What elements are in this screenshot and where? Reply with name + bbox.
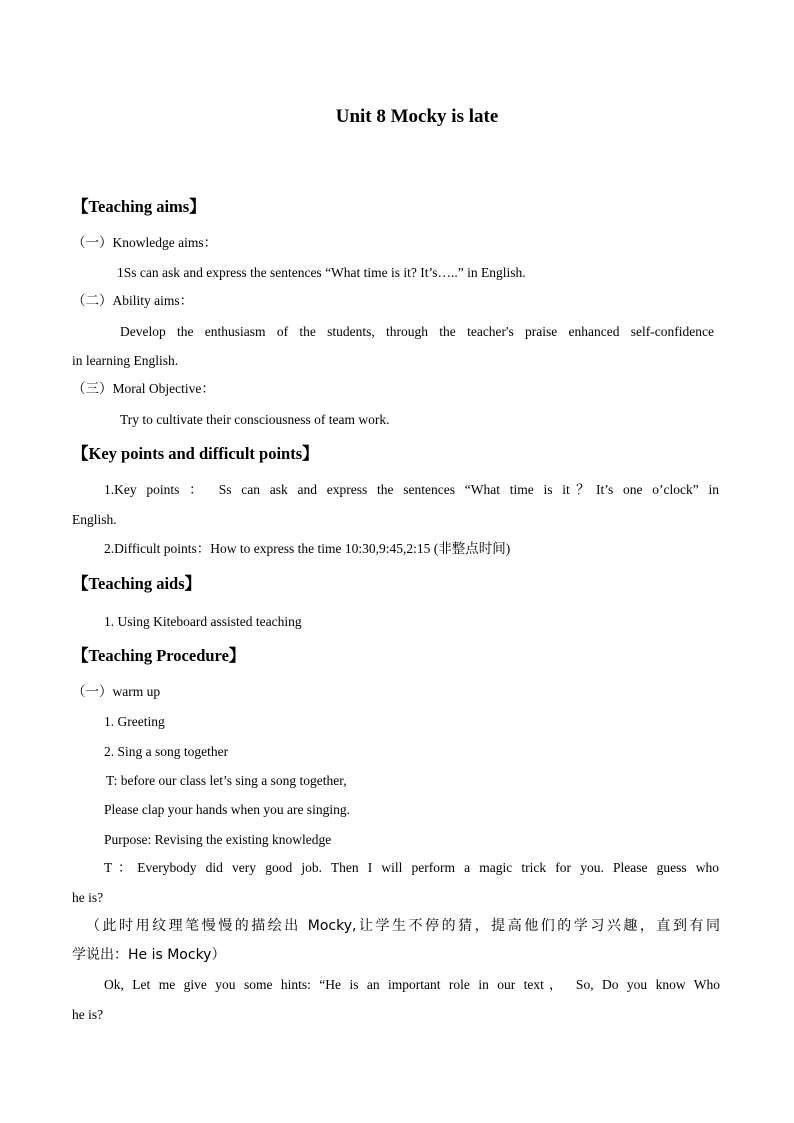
knowledge-aims-text: 1Ss can ask and express the sentences “What time is it? It’s…..” in English. [117,265,526,280]
page-title: Unit 8 Mocky is late [335,106,499,127]
key-points-line-1: 1.Key points ： Ss can ask and express the sentences “What time is it？It’s one o’clock” in [104,482,719,497]
teaching-aims-heading: 【Teaching aims】 [72,197,206,216]
sing-step: 2. Sing a song together [104,744,229,759]
teacher-line-sing: T: before our class let’s sing a song together, [106,773,347,788]
teacher-line-magic-1: T：Everybody did very good job. Then I will perform a magic trick for you. Please guess who [104,860,719,875]
purpose-line: Purpose: Revising the existing knowledge [104,832,332,847]
knowledge-aims-label: （一）Knowledge aims： [72,235,218,250]
chinese-note-line-2: 学说出：He is Mocky） [72,947,226,963]
greeting-step: 1. Greeting [104,714,165,729]
clap-line: Please clap your hands when you are singing. [104,802,350,817]
hints-line-1: Ok, Let me give you some hints: “He is an important role in our text， So, Do you know Who [104,977,720,992]
moral-objective-text: Try to cultivate their consciousness of team work. [120,412,390,427]
teaching-aids-item-1: 1. Using Kiteboard assisted teaching [104,614,302,629]
ability-aims-text-line-2: in learning English. [72,353,179,368]
chinese-note-line-1: （此时用纹理笔慢慢的描绘出 Mocky,让学生不停的猜，提高他们的学习兴趣，直到有同 [86,918,720,934]
moral-objective-label: （三）Moral Objective： [72,381,215,396]
warm-up-label: （一）warm up [72,684,161,699]
key-points-heading: 【Key points and difficult points】 [72,444,319,463]
key-points-line-2: English. [72,512,117,527]
teacher-line-magic-2: he is? [72,890,104,905]
difficult-points-line: 2.Difficult points：How to express the time 10:30,9:45,2:15 (非整点时间) [104,541,511,556]
teaching-procedure-heading: 【Teaching Procedure】 [72,646,246,665]
ability-aims-label: （二）Ability aims： [72,293,194,308]
ability-aims-text-line-1: Develop the enthusiasm of the students, through the teacher's praise enhanced self-confidence [120,324,714,339]
teaching-aids-heading: 【Teaching aids】 [72,574,202,593]
hints-line-2: he is? [72,1007,104,1022]
